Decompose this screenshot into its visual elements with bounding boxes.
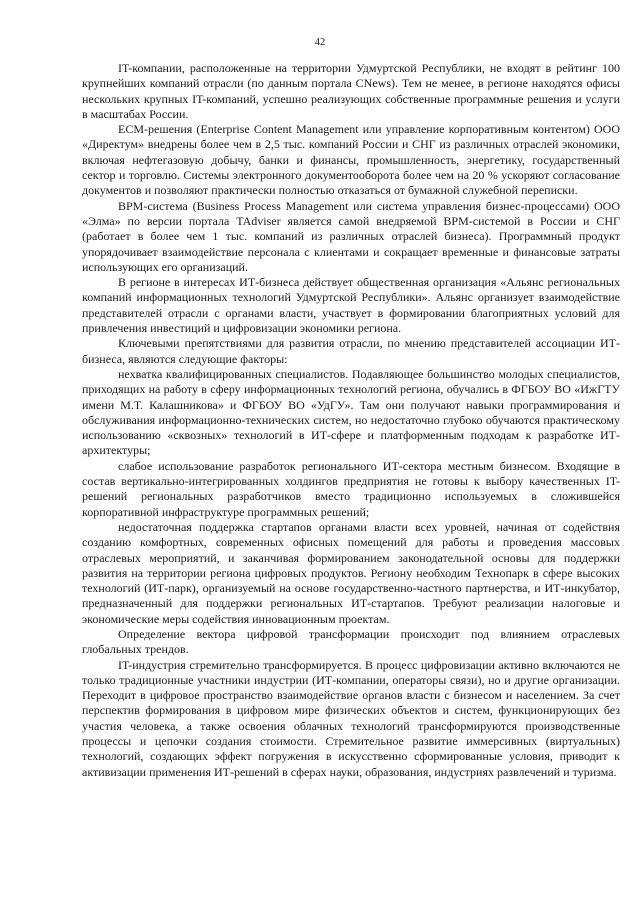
paragraph-specialist-shortage: нехватка квалифицированных специалистов. Подавляющее большинство молодых специалистов, приходящих на работу в сферу информационных технологий региона, обучались в ФГБОУ ВО «ИжГТУ имени М.Т. Калашникова» и ФГБОУ ВО «УдГУ». Там они получают навыки программирования и обслуживания информационно-технических систем, но недостаточно глубоко обучаются практическому использованию «сквозных» технологий в ИТ-сфере и платформенным подходам к разработке ИТ-архитектуры;	[82, 366, 620, 458]
body-text	[82, 61, 620, 780]
paragraph-ecm-solutions: ECM-решения (Enterprise Content Management или управление корпоративным контентом) ООО «Директум» внедрены более чем в 2,5 тыс. компаний России и СНГ из различных отраслей экономики, включая нефтегазовую добычу, банки и финансы, промышленность, энергетику, государственный сектор и торговлю. Системы электронного документооборота более чем на 20 % ускоряют согласование документов и позволяют практически полностью отказаться от бумажной служебной переписки.	[82, 122, 620, 198]
paragraph-obstacles-intro: Ключевыми препятствиями для развития отрасли, по мнению представителей ассоциации ИТ-бизнеса, являются следующие факторы:	[82, 336, 620, 366]
paragraph-weak-local-use: слабое использование разработок регионального ИТ-сектора местным бизнесом. Входящие в состав вертикально-интегрированных холдингов предприятия не готовы к выбору качественных IT-решений региональных разработчиков вместо традиционно используемых в сложившейся корпоративной инфраструктуре программных решений;	[82, 458, 620, 519]
paragraph-it-industry-transformation: IT-индустрия стремительно трансформируется. В процесс цифровизации активно включаются не только традиционные участники индустрии (ИТ-компании, операторы связи), но и другие организации. Переходит в цифровое пространство взаимодействие органов власти с бизнесом и населением. За счет перспектив формирования в цифровом мире физических объектов и систем, функционирующих без участия человека, а также освоения облачных технологий трансформируются производственные процессы и цепочки создания стоимости. Стремительное развитие иммерсивных (виртуальных) технологий, создающих эффект погружения в искусственно сформированные условия, приводит к активизации применения ИТ-решений в сферах науки, образования, индустриях развлечений и туризма.	[82, 657, 620, 779]
paragraph-transformation-vector: Определение вектора цифровой трансформации происходит под влиянием отраслевых глобальных трендов.	[82, 626, 620, 657]
paragraph-bpm-system: BPM-система (Business Process Management или система управления бизнес-процессами) ООО «Элма» по версии портала TAdviser является самой внедряемой BPM-системой в России и СНГ (работает в более чем 1 тыс. компаний из различных отраслей бизнеса). Программный продукт упорядочивает взаимодействие персонала с клиентами и сокращает временные и финансовые затраты использующих его организаций.	[82, 198, 620, 274]
page-number: 42	[314, 37, 326, 48]
paragraph-startup-support: недостаточная поддержка стартапов органами власти всех уровней, начиная от содействия созданию комфортных, современных офисных помещений для работы и проведения массовых отраслевых мероприятий, и заканчивая формированием законодательной основы для поддержки развития на территории региона цифровых продуктов. Региону необходим Технопарк в сфере высоких технологий (ИТ-парк), организуемый на основе государственно-частного партнерства, и ИТ-инкубатор, предназначенный для поддержки региональных ИТ-стартапов. Требуют реализации налоговые и экономические меры содействия инновационным проектам.	[82, 519, 620, 626]
paragraph-alliance: В регионе в интересах ИТ-бизнеса действует общественная организация «Альянс региональных компаний информационных технологий Удмуртской Республики». Альянс организует взаимодействие представителей отрасли с органами власти, участвует в формировании благоприятных условий для привлечения инвестиций и цифровизации экономики региона.	[82, 275, 620, 336]
paragraph-it-companies: IT-компании, расположенные на территории Удмуртской Республики, не входят в рейтинг 100 крупнейших компаний отрасли (по данным портала CNews). Тем не менее, в регионе находятся офисы нескольких крупных IT-компаний, успешно реализующих собственные программные решения и услуги в масштабах России.	[82, 61, 620, 121]
